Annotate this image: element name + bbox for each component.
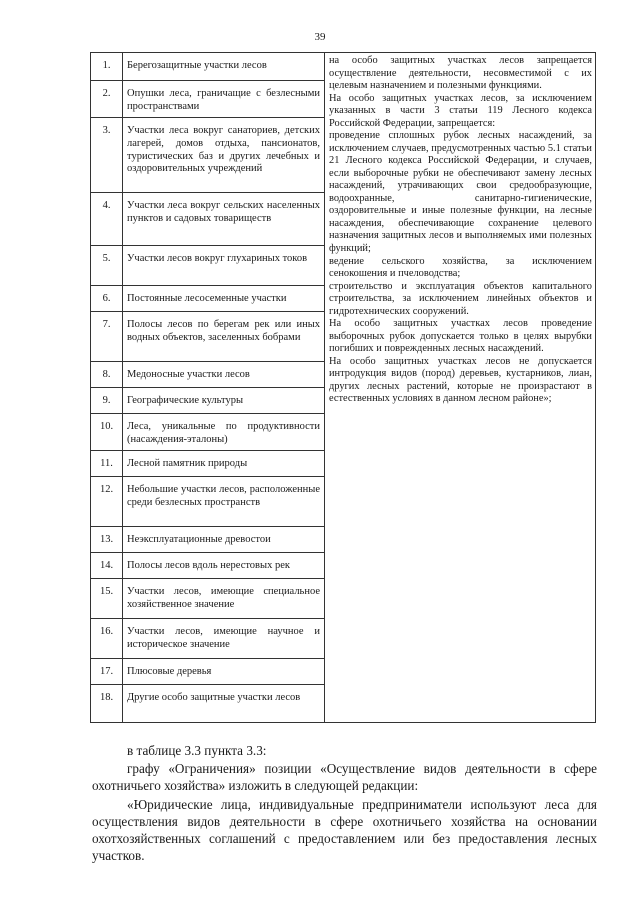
area-category-name: Участки леса вокруг сельских населенных пунктов и садовых товариществ: [123, 193, 325, 246]
row-number: 13.: [91, 527, 123, 553]
row-number: 10.: [91, 414, 123, 451]
area-category-name: Полосы лесов вдоль нерестовых рек: [123, 553, 325, 579]
restrictions-cell: [325, 53, 596, 723]
area-category-name: Географические культуры: [123, 388, 325, 414]
restriction-paragraph: На особо защитных участках лесов проведение выборочных рубок допускается только в целях вырубки погибших и поврежденных лесных насаждений.: [329, 318, 592, 355]
paragraph-restrictions-column: графу «Ограничения» позиции «Осуществление видов деятельности в сфере охотничьего хозяйства» изложить в следующей редакции:: [92, 761, 597, 794]
area-category-name: Лесной памятник природы: [123, 451, 325, 477]
row-number: 1.: [91, 53, 123, 81]
row-number: 6.: [91, 286, 123, 312]
area-category-name: Опушки леса, граничащие с безлесными пространствами: [123, 81, 325, 118]
restriction-paragraph: ведение сельского хозяйства, за исключением сенокошения и пчеловодства;: [329, 255, 592, 280]
area-category-name: Неэксплуатационные древостои: [123, 527, 325, 553]
row-number: 16.: [91, 619, 123, 659]
restriction-paragraph: на особо защитных участках лесов запрещается осуществление деятельности, несовместимой с их целевым назначением и полезными функциями.: [329, 55, 592, 92]
row-number: 2.: [91, 81, 123, 118]
page-number: 39: [314, 31, 326, 43]
paragraph-table-reference: в таблице 3.3 пункта 3.3:: [127, 743, 267, 758]
paragraph-legal-entities: «Юридические лица, индивидуальные предприниматели используют леса для осуществления видов деятельности в сфере охотничьего хозяйства на основании охотхозяйственных соглашений с предоставлением или без предоставления лесных участков.: [92, 797, 597, 864]
row-number: 8.: [91, 362, 123, 388]
restriction-paragraph: строительство и эксплуатация объектов капитального строительства, за исключением линейных объектов и гидротехнических сооружений.: [329, 280, 592, 317]
row-number: 7.: [91, 312, 123, 362]
forest-areas-table: [90, 52, 596, 723]
row-number: 17.: [91, 659, 123, 685]
restriction-paragraph: На особо защитных участках лесов не допускается интродукция видов (пород) деревьев, кустарников, лиан, других лесных растений, которые не произрастают в естественных условиях в данном лесном районе»;: [329, 355, 592, 405]
restriction-paragraph: проведение сплошных рубок лесных насаждений, за исключением случаев, предусмотренных частью 5.1 статьи 21 Лесного кодекса Российской Федерации, и случаев, если выборочные рубки не обеспечивают замену лесных насаждений, утрачивающих свои средообразующие, водоохранные, санитарно-гигиенические, оздоровительные и иные полезные функции, на лесные насаждения, обеспечивающие сохранение целевого назначения защитных лесов и выполняемых ими полезных функций;: [329, 130, 592, 254]
row-number: 18.: [91, 685, 123, 723]
area-category-name: Плюсовые деревья: [123, 659, 325, 685]
row-number: 11.: [91, 451, 123, 477]
table-row: [91, 53, 596, 81]
area-category-name: Участки лесов вокруг глухариных токов: [123, 246, 325, 286]
area-category-name: Полосы лесов по берегам рек или иных водных объектов, заселенных бобрами: [123, 312, 325, 362]
row-number: 12.: [91, 477, 123, 527]
restriction-paragraph: На особо защитных участках лесов, за исключением указанных в части 3 статьи 119 Лесного кодекса Российской Федерации, запрещается:: [329, 92, 592, 129]
row-number: 3.: [91, 118, 123, 193]
row-number: 5.: [91, 246, 123, 286]
row-number: 4.: [91, 193, 123, 246]
area-category-name: Леса, уникальные по продуктивности (насаждения-эталоны): [123, 414, 325, 451]
area-category-name: Участки лесов, имеющие научное и историческое значение: [123, 619, 325, 659]
row-number: 15.: [91, 579, 123, 619]
row-number: 9.: [91, 388, 123, 414]
area-category-name: Постоянные лесосеменные участки: [123, 286, 325, 312]
area-category-name: Участки леса вокруг санаториев, детских лагерей, домов отдыха, пансионатов, туристических баз и других лечебных и оздоровительных учреждений: [123, 118, 325, 193]
area-category-name: Другие особо защитные участки лесов: [123, 685, 325, 723]
row-number: 14.: [91, 553, 123, 579]
area-category-name: Участки лесов, имеющие специальное хозяйственное значение: [123, 579, 325, 619]
area-category-name: Медоносные участки лесов: [123, 362, 325, 388]
area-category-name: Небольшие участки лесов, расположенные среди безлесных пространств: [123, 477, 325, 527]
area-category-name: Берегозащитные участки лесов: [123, 53, 325, 81]
